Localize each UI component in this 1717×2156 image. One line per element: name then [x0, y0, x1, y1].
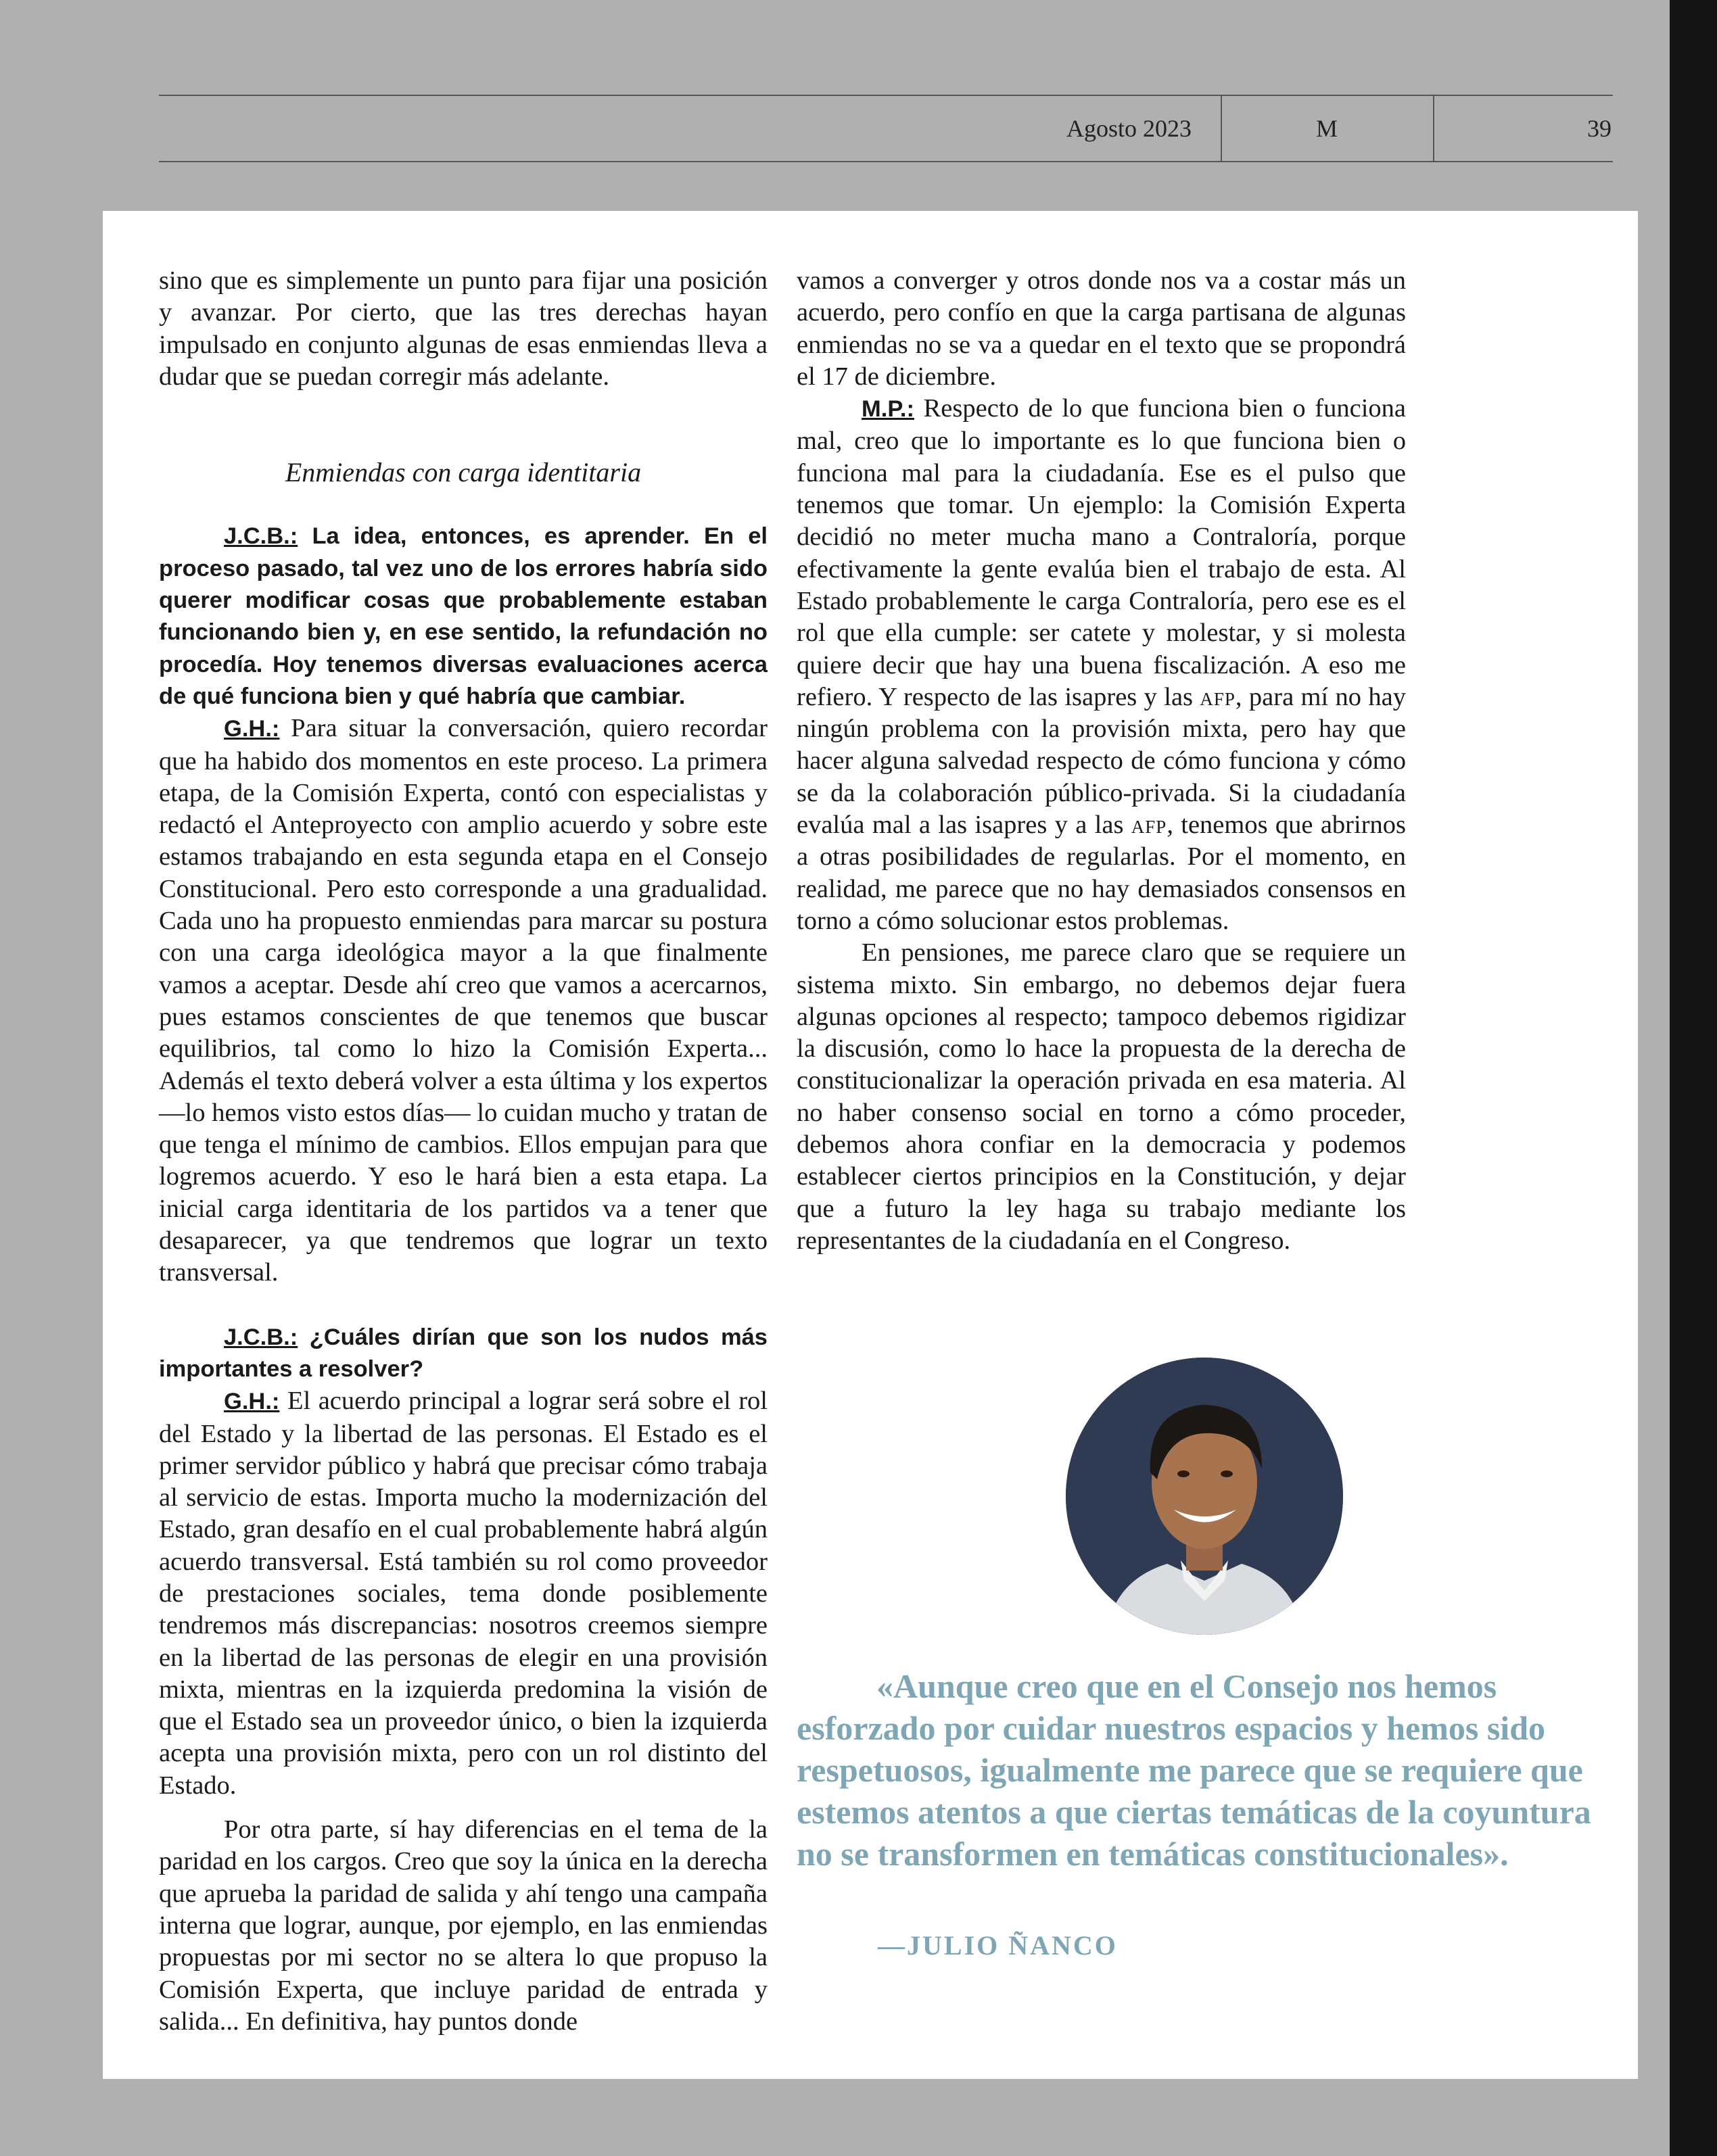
answer-text: , tenemos que abrirnos a otras posibilidades de regularlas. Por el momento, en realidad, me parece que no hay demasiados consensos en torno a cómo solucionar estos problemas. — [797, 811, 1407, 935]
acronym: afp — [1131, 811, 1167, 840]
spacer — [159, 488, 768, 521]
portrait-illustration — [1066, 1358, 1343, 1635]
answer-text: Respecto de lo que funciona bien o funciona mal, creo que lo importante es lo que funciona bien o funciona mal para la ciudadanía. Ese es el pulso que tenemos que tomar. Un ejemplo: la Comisión Experta decidió no meter mucha mano a Contraloría, porque efectivamente la gente evalúa bien el trabajo de esta. Al Estado probablemente le carga Contraloría, pero ese es el rol que ella cumple: ser catete y molestar, y si molesta quiere decir que hay una buena fiscalización. A eso me refiero. Y respecto de las isapres y las — [797, 394, 1406, 711]
page-header — [159, 95, 1613, 162]
speaker-initials: G.H.: — [224, 1389, 280, 1415]
pull-quote-text: «Aunque creo que en el Consejo nos hemos esforzado por cuidar nuestros espacios y hemos sido respetuosos, igualmente me parece que se requiere que estemos atentos a que ciertas temáticas de la coyuntura no se transformen en temáticas constitucionales». — [797, 1667, 1591, 1873]
paragraph: En pensiones, me parece claro que se requiere un sistema mixto. Sin embargo, no debemos dejar fuera algunas opciones al respecto; tampoco debemos rigidizar la discusión, como lo hace la propuesta de la derecha de constitucionalizar la operación privada en esa materia. Al no haber consenso social en torno a cómo proceder, debemos ahora confiar en la democracia y podemos establecer ciertos principios en la Constitución, y dejar que a futuro la ley haga su trabajo mediante los representantes de la ciudadanía en el Congreso. — [797, 938, 1406, 1255]
speaker-initials: G.H.: — [224, 716, 280, 742]
paragraph: vamos a converger y otros donde nos va a costar más un acuerdo, pero confío en que la carga partisana de algunas enmiendas no se va a quedar en el texto que se propondrá el 17 de diciembre. — [797, 266, 1406, 391]
header-date: Agosto 2023 — [1066, 115, 1192, 142]
speaker-initials: J.C.B.: — [224, 523, 298, 550]
answer-text: , para mí no hay ningún problema con la provisión mixta, pero hay que hacer alguna salvedad respecto de cómo funciona y cómo se da la colaboración público-privada. Si la ciudadanía evalúa mal a las isapres y a las — [797, 682, 1406, 840]
spacer — [159, 1289, 768, 1322]
question-paragraph — [159, 1322, 768, 1386]
question-text: La idea, entonces, es aprender. En el proceso pasado, tal vez uno de los errores habría sido querer modificar cosas que probablemente estaban funcionando bien y, en ese sentido, la refundación no procedía. Hoy tenemos diversas evaluaciones acerca de qué funciona bien y qué habría que cambiar. — [159, 523, 768, 709]
section-subtitle: Enmiendas con carga identitaria — [285, 457, 642, 488]
answer-paragraph — [797, 393, 1406, 937]
text-column-right — [797, 265, 1406, 1257]
spacer — [159, 1802, 768, 1814]
paragraph: sino que es simplemente un punto para fijar una posición y avanzar. Por cierto, que las tres derechas hayan impulsado en conjunto algunas de esas enmiendas lleva a dudar que se puedan corregir más adelante. — [159, 266, 768, 391]
pull-quote — [797, 1665, 1635, 1875]
text-column-left — [159, 265, 768, 2038]
paragraph: Por otra parte, sí hay diferencias en el tema de la paridad en los cargos. Creo que soy la única en la derecha que aprueba la paridad de salida y ahí tengo una campaña interna que lograr, aunque, por ejemplo, en las enmiendas propuestas por mi sector no se altera lo que propuso la Comisión Experta, que incluye paridad de entrada y salida... En definitiva, hay puntos donde — [159, 1815, 768, 2036]
spacer — [159, 393, 768, 456]
answer-text: Para situar la conversación, quiero recordar que ha habido dos momentos en este proceso. La primera etapa, de la Comisión Experta, contó con especialistas y redactó el Anteproyecto con amplio acuerdo y sobre este estamos trabajando en esta segunda etapa en el Consejo Constitucional. Pero esto corresponde a una gradualidad. Cada uno ha propuesto enmiendas para marcar su postura con una carga ideológica mayor a la que finalmente vamos a aceptar. Desde ahí creo que vamos a acercarnos, pues estamos conscientes de que tenemos que buscar equilibrios, tal como lo hizo la Comisión Experta... Además el texto deberá volver a esta última y los expertos —lo hemos visto estos días— lo cuidan mucho y tratan de que tenga el mínimo de cambios. Ellos empujan para que logremos acuerdo. Y eso le hará bien a esta etapa. La inicial carga identitaria de los partidos va a tener que desaparecer, ya que tendremos que lograr un texto transversal. — [159, 714, 768, 1287]
answer-paragraph — [159, 1385, 768, 1802]
answer-paragraph — [159, 713, 768, 1289]
speaker-initials: J.C.B.: — [224, 1324, 298, 1350]
question-paragraph — [159, 521, 768, 713]
header-section: M — [1315, 115, 1338, 142]
article-page — [103, 211, 1638, 2079]
header-page-number: 39 — [1587, 115, 1612, 142]
portrait-photo — [1066, 1358, 1343, 1635]
acronym: afp — [1200, 682, 1236, 711]
dark-page-edge — [1670, 0, 1717, 2156]
answer-text: El acuerdo principal a lograr será sobre el rol del Estado y la libertad de las personas. El Estado es el primer servidor público y habrá que precisar cómo trabaja al servicio de estas. Importa mucho la modernización del Estado, gran desafío en el cual probablemente habrá algún acuerdo transversal. Está también su rol como proveedor de prestaciones sociales, tema donde posiblemente tendremos más discrepancias: nosotros creemos siempre en la libertad de las personas de elegir en una provisión mixta, mientras en la izquierda predomina la visión de que el Estado sea un proveedor único, o bien la izquierda acepta una provisión mixta, pero con un rol distinto del Estado. — [159, 1387, 768, 1800]
header-separator — [1433, 96, 1434, 161]
speaker-initials: M.P.: — [862, 396, 914, 423]
pull-quote-attribution: —JULIO ÑANCO — [878, 1930, 1118, 1961]
question-text: ¿Cuáles dirían que son los nudos más importantes a resolver? — [159, 1324, 768, 1382]
